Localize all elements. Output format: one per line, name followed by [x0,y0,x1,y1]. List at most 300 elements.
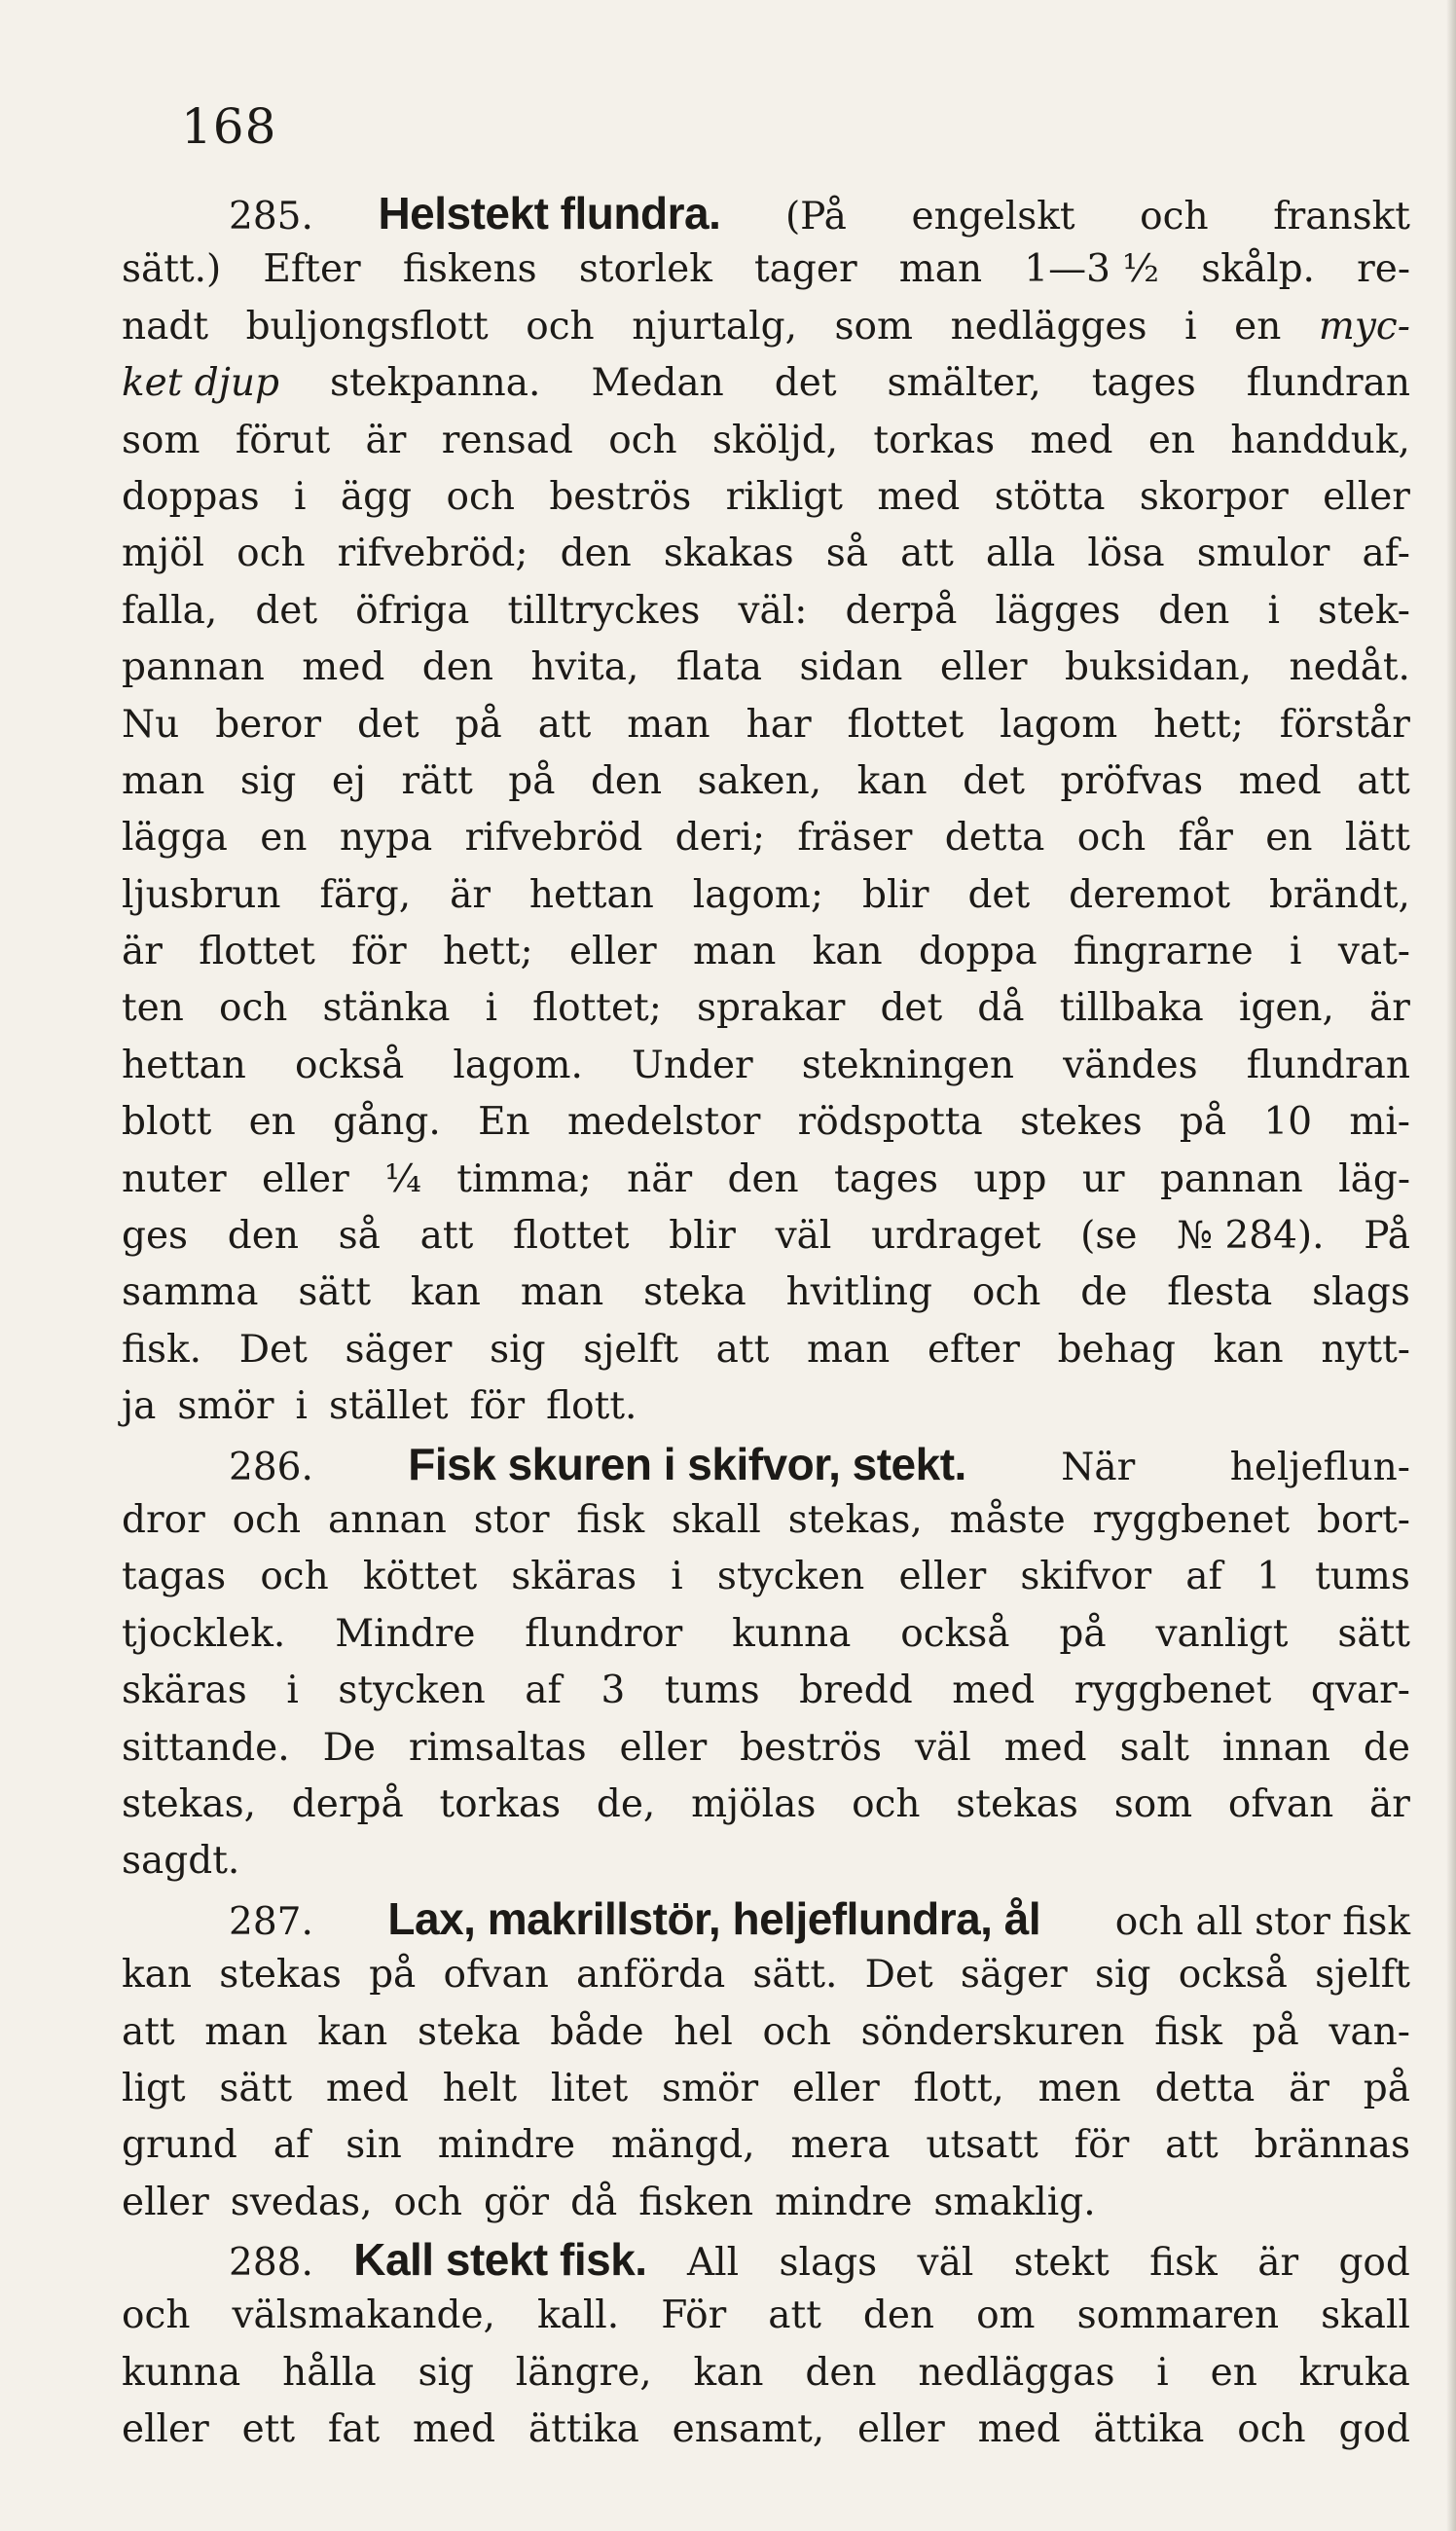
word: medelstor [566,1100,761,1145]
text-line [122,185,1410,241]
word: urdraget [871,1214,1041,1259]
word: detta [944,816,1045,861]
word: Medan [591,361,724,406]
word: deri; [674,816,765,861]
word: mera [790,2123,891,2168]
word: På [1364,1214,1410,1259]
word: sig [418,2350,474,2395]
word: då [570,2180,618,2224]
word: annan [327,1497,447,1542]
text-line [122,2117,1410,2174]
word: smulor [1196,532,1330,576]
word: tillbaka [1059,986,1204,1031]
text-line [122,1322,1410,1378]
word: att [1165,2123,1219,2168]
word: man [520,1270,604,1315]
word: också [900,1611,1010,1656]
word: ligt [122,2066,186,2110]
text-line [122,526,1410,582]
word: tilltryckes [507,588,701,633]
word: hettan [528,872,654,917]
word: säger [960,1953,1068,1998]
word: är [1257,2241,1299,2286]
word: nedlägges [950,304,1147,348]
word: välsmakande, [232,2293,495,2338]
word: deremot [1069,872,1231,917]
word: den [421,645,493,690]
word: flundran [1246,361,1410,406]
word: doppa [918,930,1037,974]
word: anförda [576,1953,726,1998]
word: ges [122,1214,189,1259]
word: nedåt. [1289,645,1410,690]
word: stekas [956,1781,1078,1826]
word: ur [1081,1156,1125,1201]
word: sagdt. [122,1839,240,1884]
word: också [295,1043,405,1087]
text-line [122,1436,1410,1492]
word: ensamt, [672,2407,825,2452]
word: tages [1091,361,1196,406]
word: qvar- [1310,1669,1410,1713]
section-heading: Fisk skuren i skifvor, stekt. [408,1438,966,1489]
word: innan [1221,1725,1330,1770]
word: smör [177,1384,274,1429]
word: kan [1213,1327,1284,1372]
word: bredd [799,1669,913,1713]
text-line [122,1549,1410,1605]
word: ryggbenet [1092,1497,1291,1542]
word: hålla [282,2350,377,2395]
word: är [1369,986,1410,1031]
word: nypa [339,816,433,861]
word: (På [784,195,847,238]
text-line [122,2061,1410,2117]
word: måste [949,1497,1066,1542]
word: och [122,2293,191,2338]
word: att [768,2293,821,2338]
word: att [419,1214,474,1259]
word: ättika [1093,2407,1205,2452]
word: köttet [362,1555,478,1599]
word: en [248,1100,296,1145]
text-line [122,867,1410,924]
word: lagom [1000,702,1118,747]
word: eller [122,2407,209,2452]
word: stället [328,1384,449,1429]
word: mjöl [122,532,205,576]
word: färg, [319,872,412,917]
word: förstår [1279,702,1410,747]
text-line [122,299,1410,355]
word: Mindre [335,1611,476,1656]
word: smör [662,2066,759,2110]
word: har [746,702,812,747]
text-line [122,355,1410,412]
word: sätt [1337,1611,1410,1656]
word: eller [568,930,657,974]
word: All [686,2241,740,2286]
word: är [122,930,163,974]
word: flott. [546,1384,637,1429]
text-line [122,2402,1410,2458]
word: sprakar [696,986,846,1031]
word: storlek [578,247,712,292]
word: steka [417,2009,521,2054]
word: ryggbenet [1074,1669,1272,1713]
word: doppas [122,474,260,519]
word: med [877,474,961,519]
word: och [1076,816,1147,861]
word: och [608,418,677,462]
word: är [450,872,491,917]
word: fingrarne [1073,930,1254,974]
word: af [1185,1555,1222,1599]
word: det [967,872,1031,917]
word: torkas [873,418,996,462]
word: man [806,1327,891,1372]
word: flesta [1167,1270,1273,1315]
italic-word: myc- [1318,304,1410,348]
word: och [446,474,515,519]
word: och [526,304,595,348]
word: kan [856,758,928,803]
word: att [900,532,954,576]
word: rätt [401,758,473,803]
word: svedas, [230,2180,373,2224]
word: stötta [994,474,1106,519]
word: pannan [1159,1156,1303,1201]
word: skålp. [1201,247,1315,292]
word: rensad [441,418,573,462]
word: hvita, [530,645,639,690]
word: och [1237,2407,1306,2452]
word: de [1080,1270,1128,1315]
text-line [122,2345,1410,2402]
word: en [1210,2350,1257,2395]
word: sig [1095,1953,1151,1998]
word: sin [346,2123,402,2168]
word: 288. [229,2241,313,2286]
text-line [122,810,1410,866]
text-line [122,1947,1410,2003]
word: franskt [1273,195,1410,238]
word: stekt [1013,2241,1110,2286]
word: i [1156,2350,1169,2395]
word: rifvebröd [464,816,643,861]
word: handduk, [1230,418,1410,462]
text-line [122,583,1410,640]
word: njurtalg, [632,304,797,348]
word: stekas [219,1953,342,1998]
word: i [485,986,498,1031]
word: nytt- [1321,1327,1410,1372]
word: med [325,2066,409,2110]
word: ja [122,1384,157,1429]
word: att [1357,758,1410,803]
text-line [122,1378,1410,1435]
word: hettan [122,1043,246,1087]
word: både [550,2009,644,2054]
word: ljusbrun [122,872,281,917]
word: och all stor fisk [1114,1899,1410,1944]
word: mi- [1349,1100,1410,1145]
word: stekpanna. [329,361,541,406]
word: det [255,588,318,633]
word: fiskens [402,247,537,292]
word: utsatt [926,2123,1038,2168]
word: Nu [122,702,180,747]
word: af [273,2123,310,2168]
text-line [122,980,1410,1037]
word: eller [1323,474,1410,519]
word: sjelft [583,1327,678,1372]
word: skäras [122,1669,247,1713]
word: det [963,758,1025,803]
word: fisken [638,2180,754,2224]
word: smälter, [887,361,1041,406]
word: fräser [797,816,913,861]
word: sätt. [752,1953,838,1998]
word: stek- [1318,588,1410,633]
word: blir [669,1214,736,1259]
word: sommaren [1076,2293,1280,2338]
word: man [898,247,983,292]
word: buljongsflott [245,304,489,348]
word: väl [917,2241,974,2286]
word: flundror [525,1611,683,1656]
word: brändt, [1268,872,1410,917]
word: väl: [738,588,808,633]
word: blir [861,872,929,917]
word: flata [675,645,763,690]
word: i [286,1669,299,1713]
word: god [1338,2407,1410,2452]
word: på [1363,2066,1410,2110]
word: på [1179,1100,1227,1145]
word: lägges [995,588,1121,633]
word: upp [973,1156,1047,1201]
word: ättika [528,2407,639,2452]
word: rikligt [725,474,843,519]
word: man [627,702,710,747]
word: stänka [322,986,451,1031]
word: skall [1321,2293,1410,2338]
word: helt [442,2066,518,2110]
word: de, [596,1781,656,1826]
word: sittande. [122,1725,290,1770]
word: öfriga [355,588,470,633]
page-edge-shadow [1446,0,1456,2531]
word: litet [550,2066,629,2110]
word: beströs [549,474,692,519]
word: stycken [716,1555,865,1599]
word: kan [693,2350,764,2395]
word: förut [235,418,331,462]
word: och [237,532,306,576]
word: hett; [1153,702,1244,747]
word: den [227,1214,299,1259]
word: i [671,1555,683,1599]
word: № 284). [1177,1214,1325,1259]
word: vanligt [1155,1611,1289,1656]
word: 1—3 ½ [1024,247,1160,292]
word: hvitling [785,1270,932,1315]
word: det [880,986,943,1031]
word: skifvor [1020,1555,1152,1599]
word: att [537,702,592,747]
word: om [976,2293,1036,2338]
word: är [365,418,407,462]
word: i [1290,930,1302,974]
text-line [122,1492,1410,1549]
word: eller [898,1555,987,1599]
word: fisk [1149,2241,1218,2286]
word: 286. [229,1445,313,1489]
text-line [122,1208,1410,1265]
word: med [302,645,385,690]
word: torkas [439,1781,562,1826]
word: i [1184,304,1197,348]
word: ej [331,758,366,803]
word: man [692,930,777,974]
word: skorpor [1139,474,1289,519]
word: en [1265,816,1313,861]
word: och [762,2009,831,2054]
word: 1 [1256,1555,1281,1599]
word: på [1059,1611,1107,1656]
word: en [1147,418,1196,462]
word: De [322,1725,376,1770]
word: med [977,2407,1061,2452]
word: skakas [663,532,794,576]
text-line [122,1606,1410,1663]
word: lätt [1344,816,1410,861]
section-heading: Helstekt flundra. [378,188,721,238]
word: gång. [333,1100,441,1145]
word: pannan [122,645,265,690]
text-line [122,413,1410,469]
word: sjelft [1315,1953,1410,1998]
word: engelskt [911,195,1075,238]
word: tums [664,1669,760,1713]
word: sönderskuren [860,2009,1125,2054]
word: nuter [122,1156,227,1201]
text-line [122,1833,1410,1889]
word: som [834,304,914,348]
word: och [260,1555,329,1599]
word: tjocklek. [122,1611,286,1656]
word: beströs [740,1725,883,1770]
word: så [338,1214,381,1259]
word: fisk. [122,1327,202,1372]
text-line [122,697,1410,753]
word: och [1140,195,1209,238]
text-line [122,1152,1410,1208]
word: men [1037,2066,1121,2110]
text-line [122,1038,1410,1094]
word: fisk [1154,2009,1222,2054]
word: fat [327,2407,381,2452]
word: också [1178,1953,1288,1998]
word: i [294,474,307,519]
word: sig [490,1327,546,1372]
word: och [232,1497,302,1542]
word: får [1178,816,1233,861]
word: rödspotta [797,1100,983,1145]
word: och [852,1781,921,1826]
word: smaklig. [933,2180,1096,2224]
word: flott, [913,2066,1004,2110]
word: den [805,2350,877,2395]
word: ¼ [384,1156,421,1201]
word: den [727,1156,799,1201]
word: vändes [1063,1043,1198,1087]
text-line [122,924,1410,980]
word: eller [619,1725,708,1770]
word: den [590,758,663,803]
word: igen, [1238,986,1334,1031]
word: steka [643,1270,746,1315]
word: mängd, [610,2123,755,2168]
text-line [122,2175,1410,2231]
word: och [218,986,288,1031]
word: för [1074,2123,1130,2168]
word: lösa [1087,532,1165,576]
word: falla, [122,588,218,633]
word: hel [673,2009,733,2054]
word: eller [857,2407,945,2452]
word: att [715,1327,770,1372]
word: brännas [1254,2123,1410,2168]
word: blott [122,1100,212,1145]
word: mindre [775,2180,913,2224]
word: sig [239,758,297,803]
word: kunna [732,1611,852,1656]
word: flottet [512,1214,630,1259]
word: med [1003,1725,1087,1770]
word: det [356,702,419,747]
word: stekas, [122,1781,257,1826]
italic-word: ket djup [122,361,279,406]
word: mindre [437,2123,576,2168]
word: i [295,1384,308,1429]
word: längre, [515,2350,652,2395]
word: En [478,1100,530,1145]
word: pröfvas [1060,758,1204,803]
word: flottet; [532,986,662,1031]
text-line [122,640,1410,696]
text-line [122,753,1410,810]
word: man [122,758,205,803]
word: man [204,2009,288,2054]
word: timma; [456,1156,592,1201]
word: 287. [229,1899,313,1944]
word: nedläggas [918,2350,1115,2395]
section-heading: Lax, makrillstör, heljeflundra, ål [387,1892,1041,1944]
word: ofvan [443,1953,549,1998]
word: kan [410,1270,481,1315]
word: Det [238,1327,308,1372]
text-line [122,1265,1410,1321]
word: när [627,1156,693,1201]
word: 10 [1263,1100,1313,1145]
word: 3 [601,1669,626,1713]
word: stor [473,1497,550,1542]
word: på [455,702,502,747]
word: tages [834,1156,939,1201]
word: den [560,532,632,576]
